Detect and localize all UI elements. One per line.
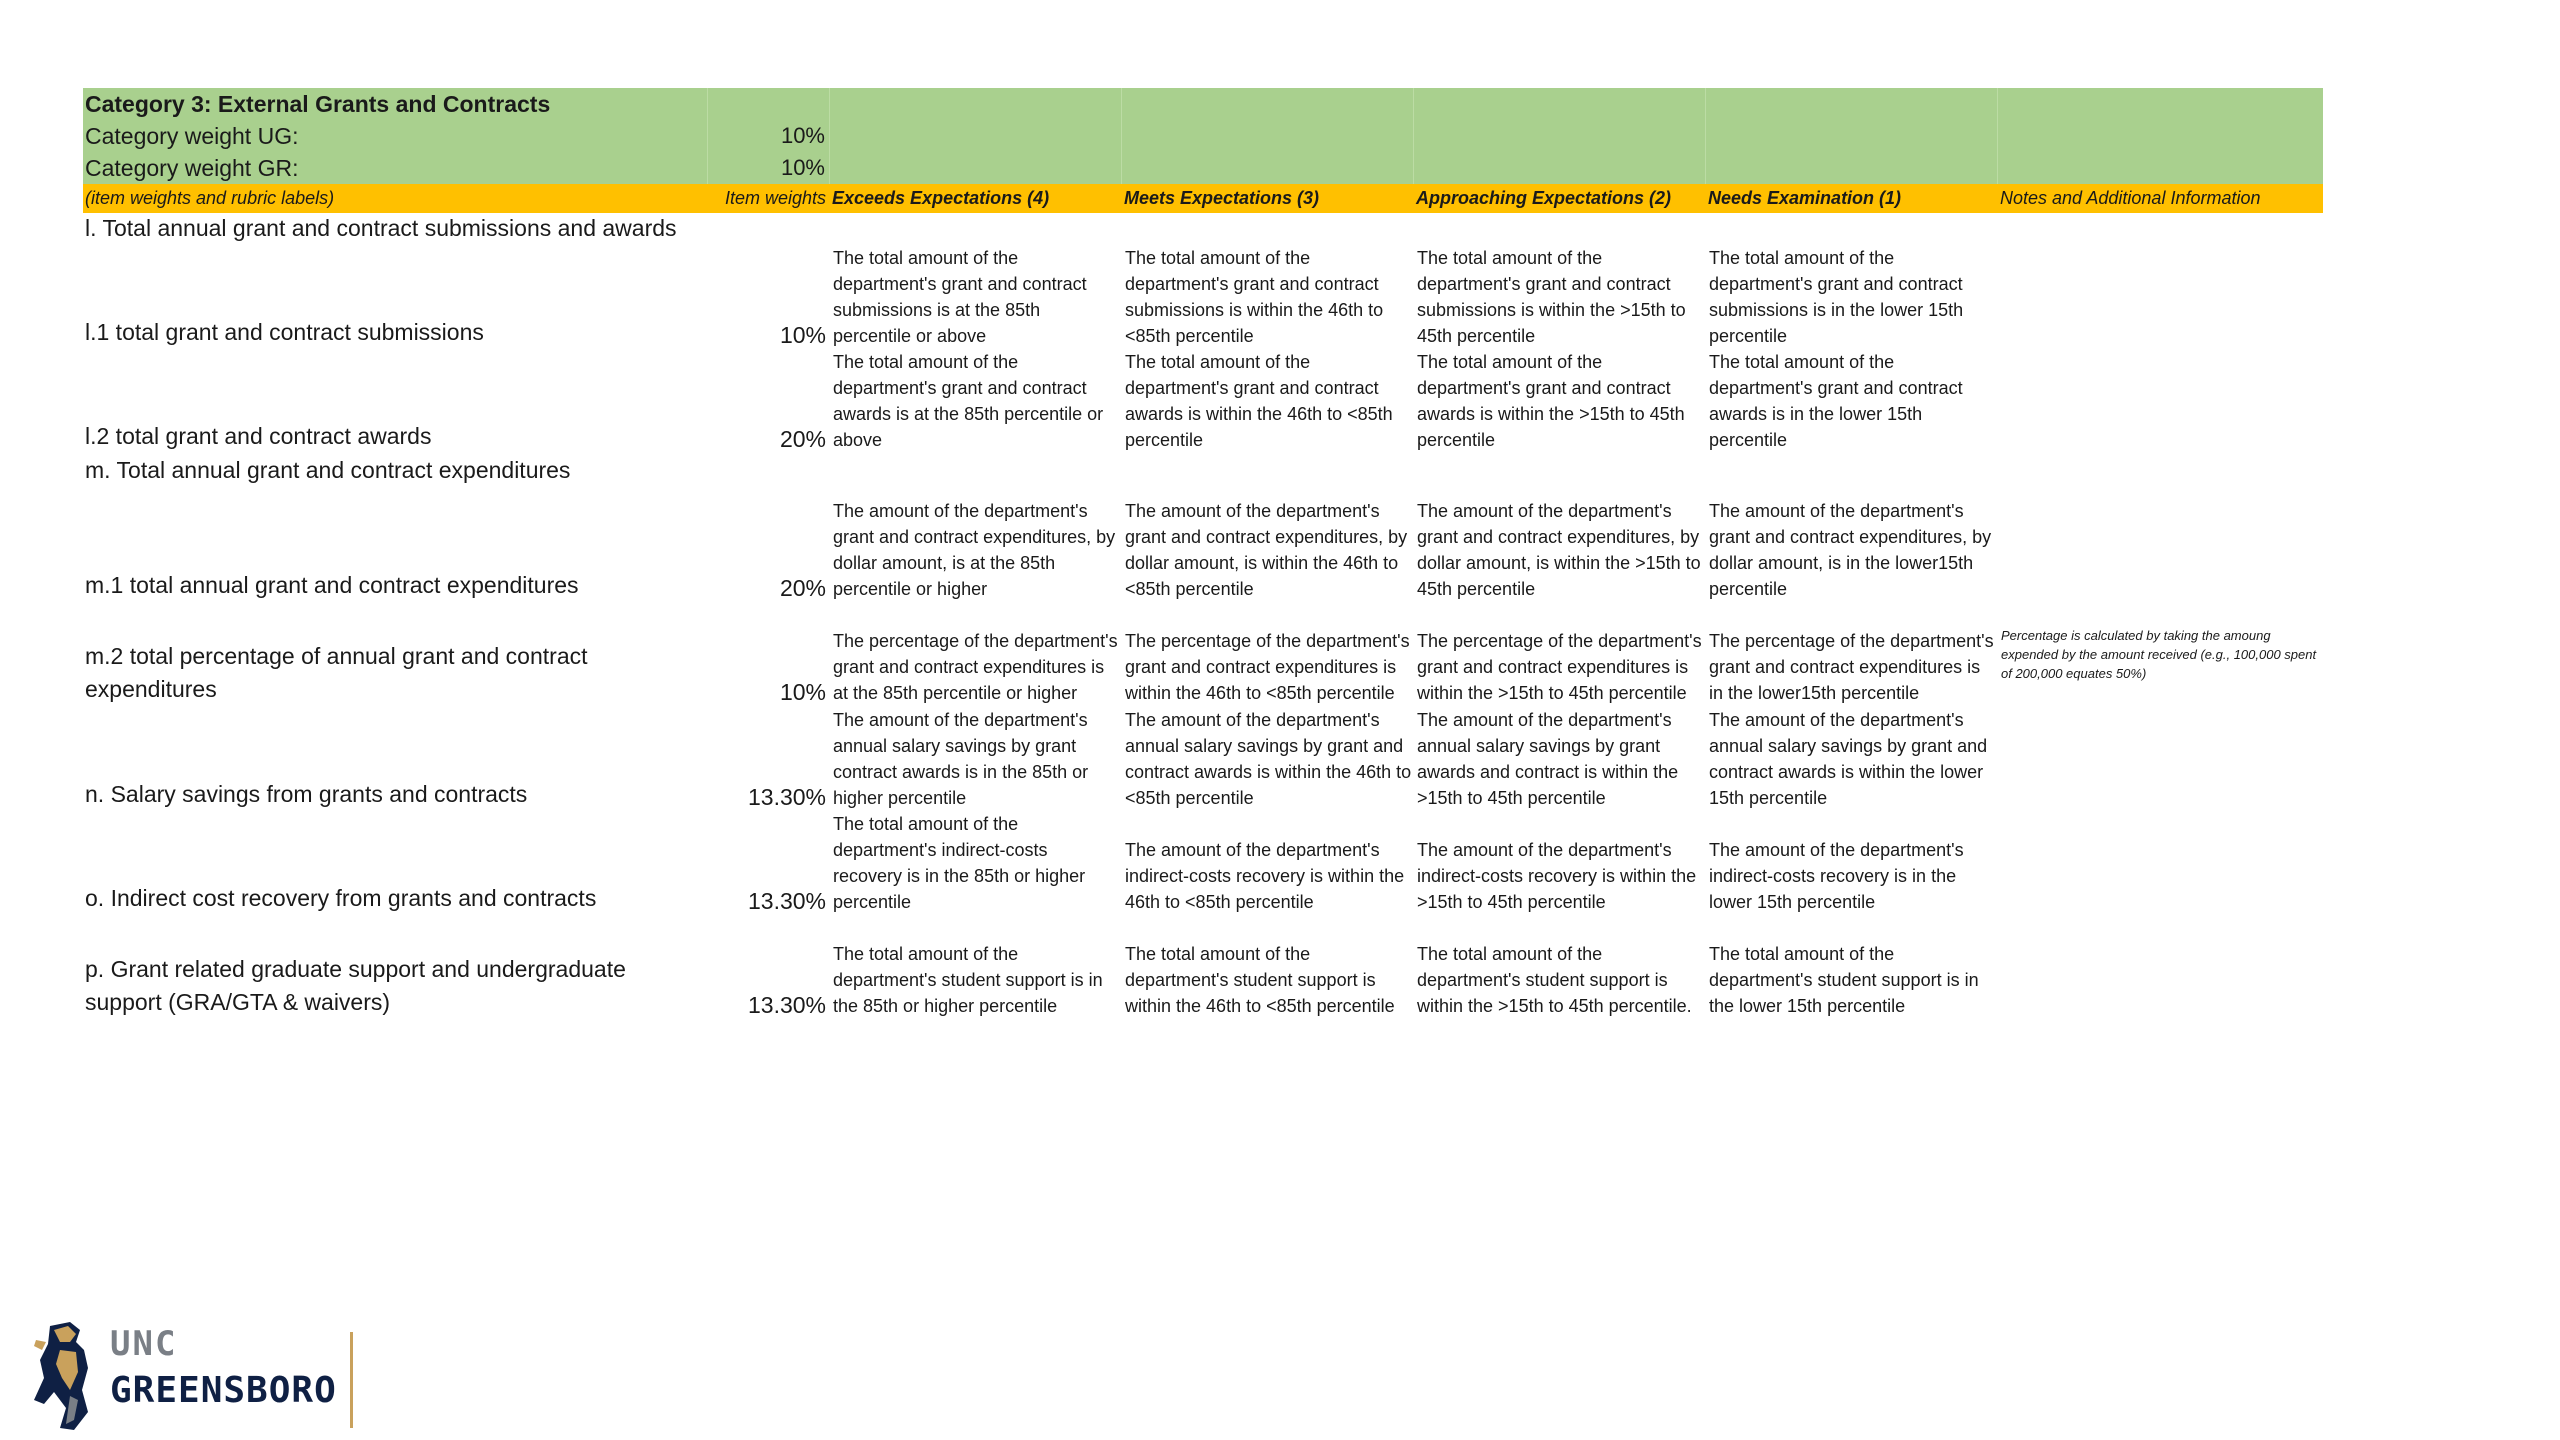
rubric-sheet (83, 88, 2323, 1019)
notes-cell (1998, 915, 2323, 1019)
table-row (83, 487, 2323, 602)
item-label: p. Grant related graduate support and undergraduate support (GRA/GTA & waivers) (85, 956, 626, 1015)
approaching-description: The percentage of the department's grant and contract expenditures is within the >15th to 45th percentile (1417, 631, 1702, 703)
meets-description: The total amount of the department's student support is within the 46th to <85th percentile (1125, 944, 1395, 1016)
exceeds-description: The percentage of the department's grant and contract expenditures is at the 85th percentile or higher (833, 631, 1118, 703)
item-weight: 13.30% (747, 784, 826, 810)
item-weight: 10% (779, 322, 826, 348)
notes-cell (1998, 349, 2323, 453)
meets-description: The amount of the department's grant and contract expenditures, by dollar amount, is within the 46th to <85th percentile (1125, 501, 1408, 599)
approaching-description: The total amount of the department's grant and contract awards is within the >15th to 45th percentile (1417, 352, 1685, 450)
item-weight: 13.30% (747, 992, 826, 1018)
category-weight-ug-label: Category weight UG: (83, 120, 708, 152)
approaching-description: The amount of the department's grant and contract expenditures, by dollar amount, is within the >15th to 45th percentile (1417, 501, 1701, 599)
item-label: m.1 total annual grant and contract expenditures (85, 572, 579, 598)
needs-description: The amount of the department's indirect-costs recovery is in the lower 15th percentile (1709, 840, 1964, 912)
spartan-mascot-icon (30, 1320, 102, 1432)
table-row (83, 706, 2323, 811)
table-row (83, 811, 2323, 915)
logo-text-greensboro: GREENSBORO (110, 1370, 337, 1411)
exceeds-description: The amount of the department's grant and contract expenditures, by dollar amount, is at the 85th percentile or higher (833, 501, 1116, 599)
item-label: l.2 total grant and contract awards (85, 423, 432, 449)
item-label: l.1 total grant and contract submissions (85, 319, 484, 345)
approaching-description: The amount of the department's annual salary savings by grant awards and contract is within the >15th to 45th percentile (1417, 710, 1679, 808)
notes-cell (1998, 244, 2323, 349)
column-header-row (83, 184, 2323, 213)
item-weight: 20% (779, 426, 826, 452)
item-label: n. Salary savings from grants and contracts (85, 781, 528, 807)
column-header-labels: (item weights and rubric labels) (85, 188, 335, 208)
item-weight: 13.30% (747, 888, 826, 914)
needs-description: The percentage of the department's grant and contract expenditures is in the lower15th percentile (1709, 631, 1994, 703)
approaching-description: The total amount of the department's student support is within the >15th to 45th percentile. (1417, 944, 1692, 1016)
category-weight-ug-value: 10% (708, 120, 830, 152)
meets-description: The total amount of the department's grant and contract awards is within the 46th to <85th percentile (1125, 352, 1393, 450)
column-header-weights: Item weights (724, 188, 826, 208)
logo-divider (350, 1332, 353, 1428)
meets-description: The amount of the department's annual salary savings by grant and contract awards is within the 46th to <85th percentile (1125, 710, 1412, 808)
notes-cell (1998, 811, 2323, 915)
uncg-logo (30, 1320, 360, 1435)
item-label: m.2 total percentage of annual grant and contract expenditures (85, 643, 588, 702)
needs-description: The amount of the department's grant and contract expenditures, by dollar amount, is in the lower15th percentile (1709, 501, 1992, 599)
column-header-meets: Meets Expectations (3) (1124, 188, 1320, 208)
notes-cell: Percentage is calculated by taking the amoung expended by the amount received (e.g., 100,000 spent of 200,000 equates 50%) (2001, 627, 2317, 681)
category-weight-ug-row (83, 120, 2323, 152)
notes-cell (1998, 706, 2323, 811)
category-weight-gr-row (83, 152, 2323, 184)
logo-text-unc: UNC (110, 1324, 178, 1364)
section-heading-l: l. Total annual grant and contract submissions and awards (85, 215, 677, 241)
meets-description: The amount of the department's indirect-costs recovery is within the 46th to <85th percentile (1125, 840, 1405, 912)
category-weight-gr-label: Category weight GR: (83, 152, 708, 184)
category-weight-gr-value: 10% (708, 152, 830, 184)
column-header-notes: Notes and Additional Information (2000, 188, 2261, 208)
column-header-exceeds: Exceeds Expectations (4) (832, 188, 1050, 208)
notes-cell (1998, 487, 2323, 602)
approaching-description: The amount of the department's indirect-costs recovery is within the >15th to 45th percentile (1417, 840, 1697, 912)
approaching-description: The total amount of the department's grant and contract submissions is within the >15th to 45th percentile (1417, 248, 1686, 346)
column-header-approaching: Approaching Expectations (2) (1416, 188, 1672, 208)
needs-description: The amount of the department's annual salary savings by grant and contract awards is within the lower 15th percentile (1709, 710, 1988, 808)
table-row (83, 349, 2323, 453)
table-row (83, 602, 2323, 706)
section-heading-m: m. Total annual grant and contract expenditures (85, 456, 571, 483)
exceeds-description: The total amount of the department's grant and contract awards is at the 85th percentile or above (833, 352, 1104, 450)
item-label: o. Indirect cost recovery from grants and contracts (85, 885, 597, 911)
category-title: Category 3: External Grants and Contracts (83, 88, 708, 120)
exceeds-description: The total amount of the department's student support is in the 85th or higher percentile (833, 944, 1103, 1016)
exceeds-description: The amount of the department's annual salary savings by grant contract awards is in the 85th or higher percentile (833, 710, 1089, 808)
table-row (83, 915, 2323, 1019)
needs-description: The total amount of the department's grant and contract awards is in the lower 15th percentile (1709, 352, 1963, 450)
item-weight: 10% (779, 679, 826, 705)
category-title-row (83, 88, 2323, 120)
exceeds-description: The total amount of the department's grant and contract submissions is at the 85th percentile or above (833, 248, 1087, 346)
exceeds-description: The total amount of the department's indirect-costs recovery is in the 85th or higher percentile (833, 814, 1086, 912)
meets-description: The total amount of the department's grant and contract submissions is within the 46th to <85th percentile (1125, 248, 1384, 346)
needs-description: The total amount of the department's grant and contract submissions is in the lower 15th percentile (1709, 248, 1964, 346)
table-row (83, 244, 2323, 349)
needs-description: The total amount of the department's student support is in the lower 15th percentile (1709, 944, 1979, 1016)
meets-description: The percentage of the department's grant and contract expenditures is within the 46th to <85th percentile (1125, 631, 1410, 703)
item-weight: 20% (779, 575, 826, 601)
column-header-needs: Needs Examination (1) (1708, 188, 1902, 208)
